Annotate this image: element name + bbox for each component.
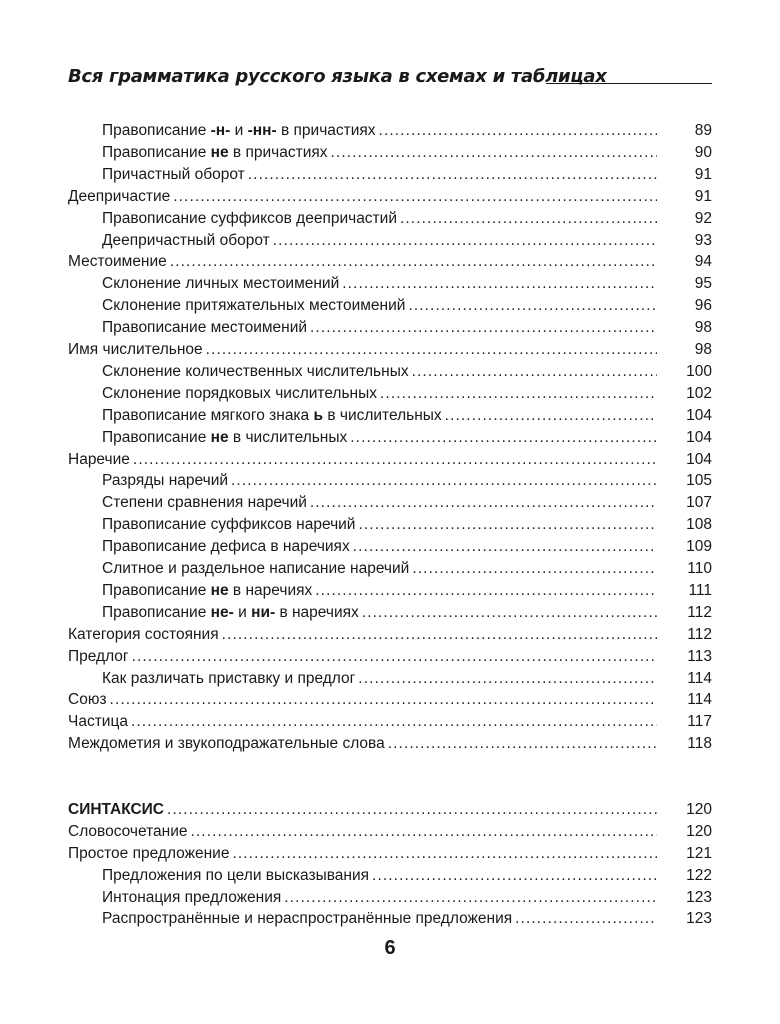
toc-entry-text [102,602,359,624]
dot-leader [342,273,657,295]
toc-entry-page: 92 [694,209,712,227]
toc-entry-title [102,668,657,690]
dot-leader [131,711,657,733]
toc-entry-page: 122 [686,866,712,884]
dot-leader [358,668,657,690]
toc-entry-page: 114 [687,691,712,709]
toc-entry-bold-fragment: не [210,428,229,446]
toc-entry-page: 108 [686,516,712,534]
toc-entry-page: 110 [687,560,712,577]
toc-entry[interactable] [68,164,712,186]
toc-entry-fragment: Союз [68,691,107,709]
toc-entry-title [102,470,657,492]
toc-entry[interactable] [68,711,712,733]
toc-entry-fragment: Частица [68,713,128,731]
toc-entry-title [102,536,657,558]
dot-leader [132,646,657,668]
toc-entry-title [102,208,657,230]
toc-entry-title [68,449,657,471]
toc-entry-fragment: Правописание [102,581,211,599]
toc-entry-title [102,602,657,624]
toc-entry-title [102,317,657,339]
toc-entry-bold-fragment: не [210,143,229,161]
toc-entry-fragment: Правописание дефиса в наречиях [102,538,350,556]
dot-leader [412,361,657,383]
toc-entry-page: 89 [694,122,712,139]
toc-entry-title [68,251,657,273]
dot-leader [173,186,657,208]
toc-entry[interactable] [68,492,712,514]
toc-entry-text [102,908,512,930]
toc-entry-text [102,295,405,317]
toc-entry[interactable] [68,230,712,252]
toc-entry-text [68,339,203,361]
toc-entry-text [102,514,355,536]
toc-entry-page: 112 [687,625,712,643]
toc-entry-fragment: Правописание местоимений [102,319,308,337]
dot-leader [206,339,657,361]
toc-entry-text [68,821,187,843]
toc-entry-text [102,536,350,558]
toc-entry-page: 111 [688,581,712,599]
toc-entry[interactable] [68,646,712,668]
toc-entry-fragment: Правописание суффиксов деепричастий [102,209,397,227]
toc-entry-text [102,230,270,252]
toc-entry-fragment: Правописание [102,122,211,139]
dot-leader [445,405,657,427]
toc-entry-fragment: Деепричастный оборот [102,231,270,249]
header-rule [546,83,712,84]
toc-entry[interactable] [68,317,712,339]
dot-leader [380,383,657,405]
toc-entry-page: 91 [694,187,712,205]
toc-entry-title [102,908,657,930]
toc-entry[interactable] [68,558,712,580]
toc-entry-title [102,120,657,142]
dot-leader [515,908,657,930]
toc-entry-fragment: Распространённые и нераспространённые предложения [102,910,513,928]
dot-leader [170,251,657,273]
dot-leader [372,865,657,887]
toc-entry-title [102,295,657,317]
dot-leader [362,602,657,624]
toc-entry[interactable] [68,449,712,471]
toc-entry-text [102,120,376,142]
toc-entry-fragment: и [233,603,252,621]
toc-entry-page: 91 [694,165,712,183]
toc-entry-fragment: Слитное и раздельное написание наречий [102,560,410,577]
toc-entry[interactable] [68,668,712,690]
toc-entry[interactable] [68,251,712,273]
toc-entry-page: 105 [686,472,712,490]
dot-leader [379,120,657,142]
dot-leader [231,470,657,492]
running-header [68,66,712,90]
toc-entry-title [102,273,657,295]
toc-entry-fragment: Категория состояния [68,625,219,643]
toc-entry-page: 104 [686,406,712,424]
dot-leader [284,887,657,909]
toc-entry-bold-fragment: СИНТАКСИС [68,800,164,818]
toc-entry-title [102,514,657,536]
toc-entry-fragment: Правописание [102,428,211,446]
toc-entry[interactable] [68,361,712,383]
toc-entry-fragment: Как различать приставку и предлог [102,669,356,687]
toc-entry[interactable] [68,624,712,646]
toc-entry-text [68,689,107,711]
toc-entry-text [102,273,339,295]
toc-entry-page: 96 [694,297,712,315]
toc-entry-fragment: Наречие [68,450,130,468]
toc-entry[interactable] [68,405,712,427]
toc-entry-fragment: в числительных [323,406,442,424]
toc-entry-page: 104 [686,428,712,446]
toc-entry-title [102,405,657,427]
toc-entry-page: 114 [687,669,712,687]
toc-entry-bold-fragment: ни- [251,603,276,621]
toc-entry-fragment: в числительных [228,428,348,446]
toc-entry-text [102,405,442,427]
dot-leader [222,624,657,646]
toc-entry-page: 107 [686,494,712,512]
toc-entry-fragment: Причастный оборот [102,165,245,183]
toc-entry[interactable] [68,120,712,142]
toc-entry-fragment: Правописание [102,603,211,621]
toc-entry-page: 90 [694,143,712,161]
toc-entry[interactable] [68,383,712,405]
toc-entry-text [102,668,355,690]
toc-entry-page: 123 [686,888,712,906]
toc-entry[interactable] [68,799,712,821]
toc-entry-text [68,251,167,273]
toc-entry-title [68,624,657,646]
toc-entry-fragment: Склонение личных местоимений [102,275,340,293]
toc-entry-title [102,865,657,887]
toc-entry[interactable] [68,295,712,317]
toc-entry-bold-fragment: не- [210,603,234,621]
dot-leader [412,558,657,580]
toc-entry[interactable] [68,186,712,208]
toc-entry-title [102,887,657,909]
toc-entry[interactable] [68,514,712,536]
toc-entry[interactable] [68,908,712,930]
toc-entry-title [68,646,657,668]
dot-leader [358,514,657,536]
toc-entry-fragment: Склонение порядковых числительных [102,384,378,402]
toc-entry-fragment: Междометия и звукоподражательные слова [68,735,385,753]
toc-entry-text [102,887,281,909]
page-number: 6 [384,937,396,959]
toc-entry-title [68,689,657,711]
toc-entry-text [68,449,130,471]
toc-entry-page: 120 [686,822,712,840]
toc-entry-page: 93 [694,231,712,249]
toc-entry-page: 118 [687,735,712,753]
toc-entry-text [68,624,219,646]
toc-entry-page: 98 [694,319,712,337]
dot-leader [133,449,657,471]
toc-entry[interactable] [68,142,712,164]
toc-entry-fragment: Степени сравнения наречий [102,494,307,512]
toc-entry-page: 112 [687,603,712,621]
toc-entry-fragment: Предлог [68,647,129,665]
dot-leader [248,164,657,186]
toc-entry-text [102,580,312,602]
toc-entry[interactable] [68,843,712,865]
dot-leader [110,689,657,711]
toc-entry[interactable] [68,339,712,361]
toc-entry-text [68,799,164,821]
dot-leader [388,733,657,755]
dot-leader [167,799,657,821]
dot-leader [273,230,657,252]
dot-leader [400,208,657,230]
toc-entry-fragment: Склонение количественных числительных [102,362,409,380]
toc-entry-fragment: в причастиях [228,143,328,161]
toc-entry-fragment: Разряды наречий [102,472,229,490]
toc-entry-text [102,164,245,186]
dot-leader [310,317,657,339]
toc-entry[interactable] [68,536,712,558]
toc-entry-text [68,646,129,668]
toc-entry-title [68,733,657,755]
dot-leader [408,295,657,317]
toc-entry-text [68,711,128,733]
toc-entry-title [68,821,657,843]
toc-entry-fragment: в наречиях [228,581,313,599]
toc-entry-title [68,339,657,361]
toc-entry[interactable] [68,427,712,449]
toc-entry-fragment: Словосочетание [68,822,188,840]
dot-leader [353,536,657,558]
toc-entry-page: 95 [694,275,712,293]
toc-entry-text [102,865,369,887]
toc-entry-bold-fragment: -н- [210,122,231,139]
toc-entry-fragment: Имя числительное [68,341,203,358]
toc-entry-text [102,142,328,164]
toc-entry-title [68,711,657,733]
toc-entry-title [102,427,657,449]
toc-entry-fragment: Простое предложение [68,844,230,862]
dot-leader [310,492,657,514]
toc-entry-page: 100 [686,362,712,380]
toc-entry-text [102,470,228,492]
toc-entry-bold-fragment: не [210,581,229,599]
toc-entry[interactable] [68,273,712,295]
toc-entry-fragment: Деепричастие [68,187,171,205]
toc-entry[interactable] [68,580,712,602]
toc-entry-text [102,383,377,405]
toc-entry[interactable] [68,733,712,755]
toc-entry-title [102,580,657,602]
toc-entry-text [102,317,307,339]
dot-leader [350,427,657,449]
toc-entry-title [102,558,657,580]
toc-entry-text [102,492,307,514]
toc-entry-fragment: Правописание [102,143,211,161]
toc-entry[interactable] [68,887,712,909]
toc-entry-title [68,186,657,208]
toc-entry-text [102,427,347,449]
toc-entry-page: 98 [694,341,712,358]
toc-entry-page: 123 [686,910,712,928]
toc-entry-page: 102 [686,384,712,402]
toc-entry-text [68,843,229,865]
toc-entry-page: 109 [686,538,712,556]
toc-entry-title [102,142,657,164]
toc-entry-text [68,733,385,755]
toc-entry-title [68,843,657,865]
dot-leader [315,580,657,602]
toc-entry-page: 117 [687,713,712,731]
toc-entry-bold-fragment: ь [313,406,324,424]
toc-entry[interactable] [68,821,712,843]
toc-entry-page: 121 [686,844,712,862]
toc-entry-title [102,361,657,383]
toc-entry-page: 94 [694,253,712,271]
toc-entry[interactable] [68,208,712,230]
toc-entry-fragment: Правописание мягкого знака [102,406,314,424]
toc-entry-fragment: Интонация предложения [102,888,282,906]
toc-entry-title [68,799,657,821]
toc-entry-text [102,361,409,383]
toc-entry[interactable] [68,602,712,624]
toc-entry-fragment: Местоимение [68,253,167,271]
dot-leader [232,843,657,865]
running-header-title: Вся грамматика русского языка в схемах и таблицах [68,66,607,87]
toc-entry-title [102,164,657,186]
toc-entry-fragment: в наречиях [275,603,359,621]
dot-leader [331,142,658,164]
toc-entry-text [102,558,409,580]
toc-entry-bold-fragment: -нн- [247,122,277,139]
toc-entry[interactable] [68,689,712,711]
toc-entry-page: 120 [686,800,712,818]
toc-entry-fragment: в причастиях [276,122,376,139]
toc-entry-page: 113 [687,647,712,665]
toc-entry-text [68,186,170,208]
toc-entry-title [102,383,657,405]
toc-entry-text [102,208,397,230]
toc-entry-title [102,492,657,514]
toc-entry[interactable] [68,470,712,492]
toc-entry-fragment: Правописание суффиксов наречий [102,516,356,534]
toc-entry-fragment: Предложения по цели высказывания [102,866,370,884]
toc-entry-fragment: и [230,122,248,139]
toc-entry-fragment: Склонение притяжательных местоимений [102,297,406,315]
toc-entry[interactable] [68,865,712,887]
dot-leader [190,821,657,843]
toc-entry-title [102,230,657,252]
toc-entry-page: 104 [686,450,712,468]
